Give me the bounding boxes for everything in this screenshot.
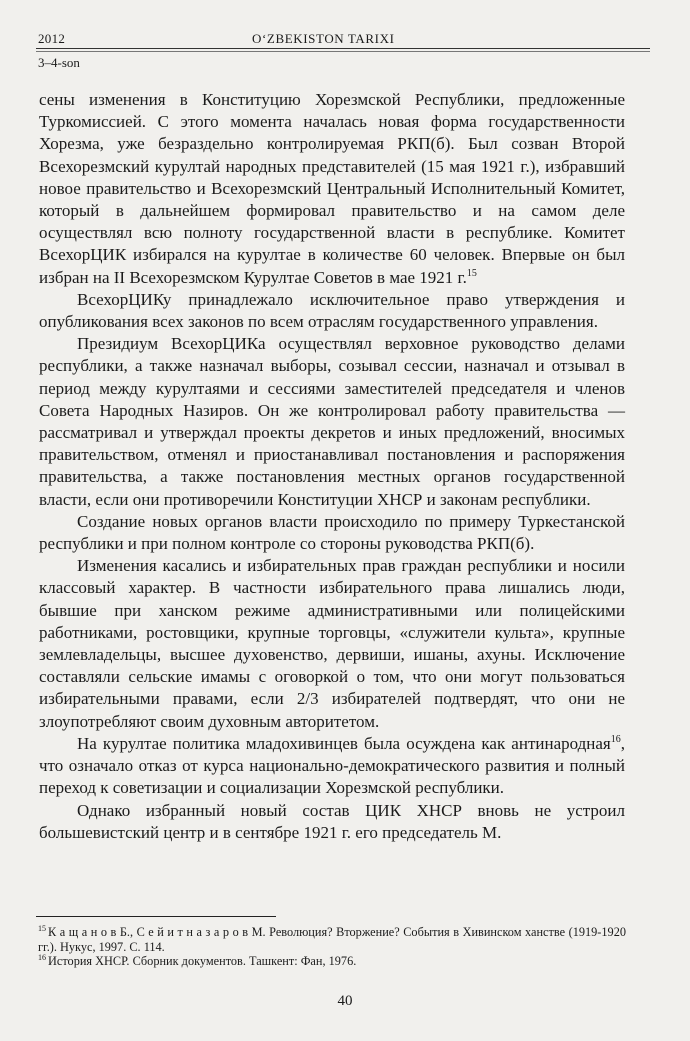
paragraph: сены изменения в Конституцию Хорезмской Республики, предложенные Туркомиссией. С этого момента началась новая форма государственности Хорезма, уже безраздельно контролируемая РКП(б). Был созван Второй Всехорезмский курултай народных представителей (15 мая 1921 г.), избравший новое правительство и Всехорезмский Центральный Исполнительный Комитет, который в дальнейшем формировал правительство и на самом деле осуществлял всю полноту государственной власти в республике. Комитет ВсехорЦИК избирался на курултае в количестве 60 человек. Впервые он был избран на II Всехорезмском Курултае Советов в мае 1921 г.$^{15}$ bbox=[39, 90, 625, 287]
paragraph: Изменения касались и избирательных прав граждан республики и носили классовый характер. В частности избирательного права лишались люди, бывшие при ханском режиме административными или полицейскими работниками, ростовщики, крупные торговцы, «служители культа», крупные землевладельцы, высшее духовенство, дервиши, ишаны, ахуны. Исключение составляли сельские имамы с оговоркой о том, что они могут пользоваться избирательными правами, если 2/3 избирателей подтвердят, что они не злоупотребляют своим духовным авторитетом. bbox=[39, 556, 625, 731]
header-year: 2012 bbox=[38, 31, 66, 46]
footnote-ref: 16 bbox=[610, 733, 621, 745]
header-rule-secondary bbox=[36, 51, 650, 52]
paragraph: Создание новых органов власти происходило по примеру Туркестанской республики и при полном контроле со стороны руководства РКП(б). bbox=[39, 511, 625, 554]
footnotes bbox=[38, 925, 626, 969]
paragraph: Однако избранный новый состав ЦИК ХНСР вновь не устроил большевистский центр и в сентябре 1921 г. его председатель М. bbox=[39, 800, 625, 842]
paragraph: ВсехорЦИКу принадлежало исключительное право утверждения и опубликования всех законов по всем отраслям государственного управления. bbox=[39, 289, 625, 332]
footnote-rule bbox=[36, 916, 276, 917]
page-number: 40 bbox=[337, 993, 353, 1009]
header-issue: 3–4-son bbox=[38, 55, 80, 70]
header-journal-title: O‘ZBEKISTON TARIXI bbox=[252, 31, 395, 46]
footnote-ref: 15 bbox=[466, 267, 477, 279]
article-body bbox=[39, 89, 625, 844]
paragraph: Президиум ВсехорЦИКа осуществлял верховное руководство делами республики, а также назначал выборы, созывал сессии, назначал и отзывал в период между курултаями и сессиями заместителей председателя и членов Совета Народных Назиров. Он же контролировал работу правительства — рассматривал и утверждал проекты декретов и иных предложений, вносимых правительством, отменял и приостанавливал постановления и распоряжения правительства, а также постановления местных органов государственной власти, если они противоречили Конституции ХНСР и законам республики. bbox=[39, 334, 625, 509]
footnote: $^{15}$ К а щ а н о в Б., С е й и т н а з а р о в М. Революция? Вторжение? События в Хивинском ханстве (1919-1920 гг.). Нукус, 1997. С. 114. bbox=[38, 924, 626, 954]
footnote: $^{16}$ История ХНСР. Сборник документов. Ташкент: Фан, 1976. bbox=[38, 953, 357, 968]
paragraph: На курултае политика младохивинцев была осуждена как антинародная$^{16}$, что означало отказ от курса национально-демократического развития и полный переход к советизации и социализации Хорезмской республики. bbox=[39, 733, 625, 798]
header-rule bbox=[36, 48, 650, 49]
